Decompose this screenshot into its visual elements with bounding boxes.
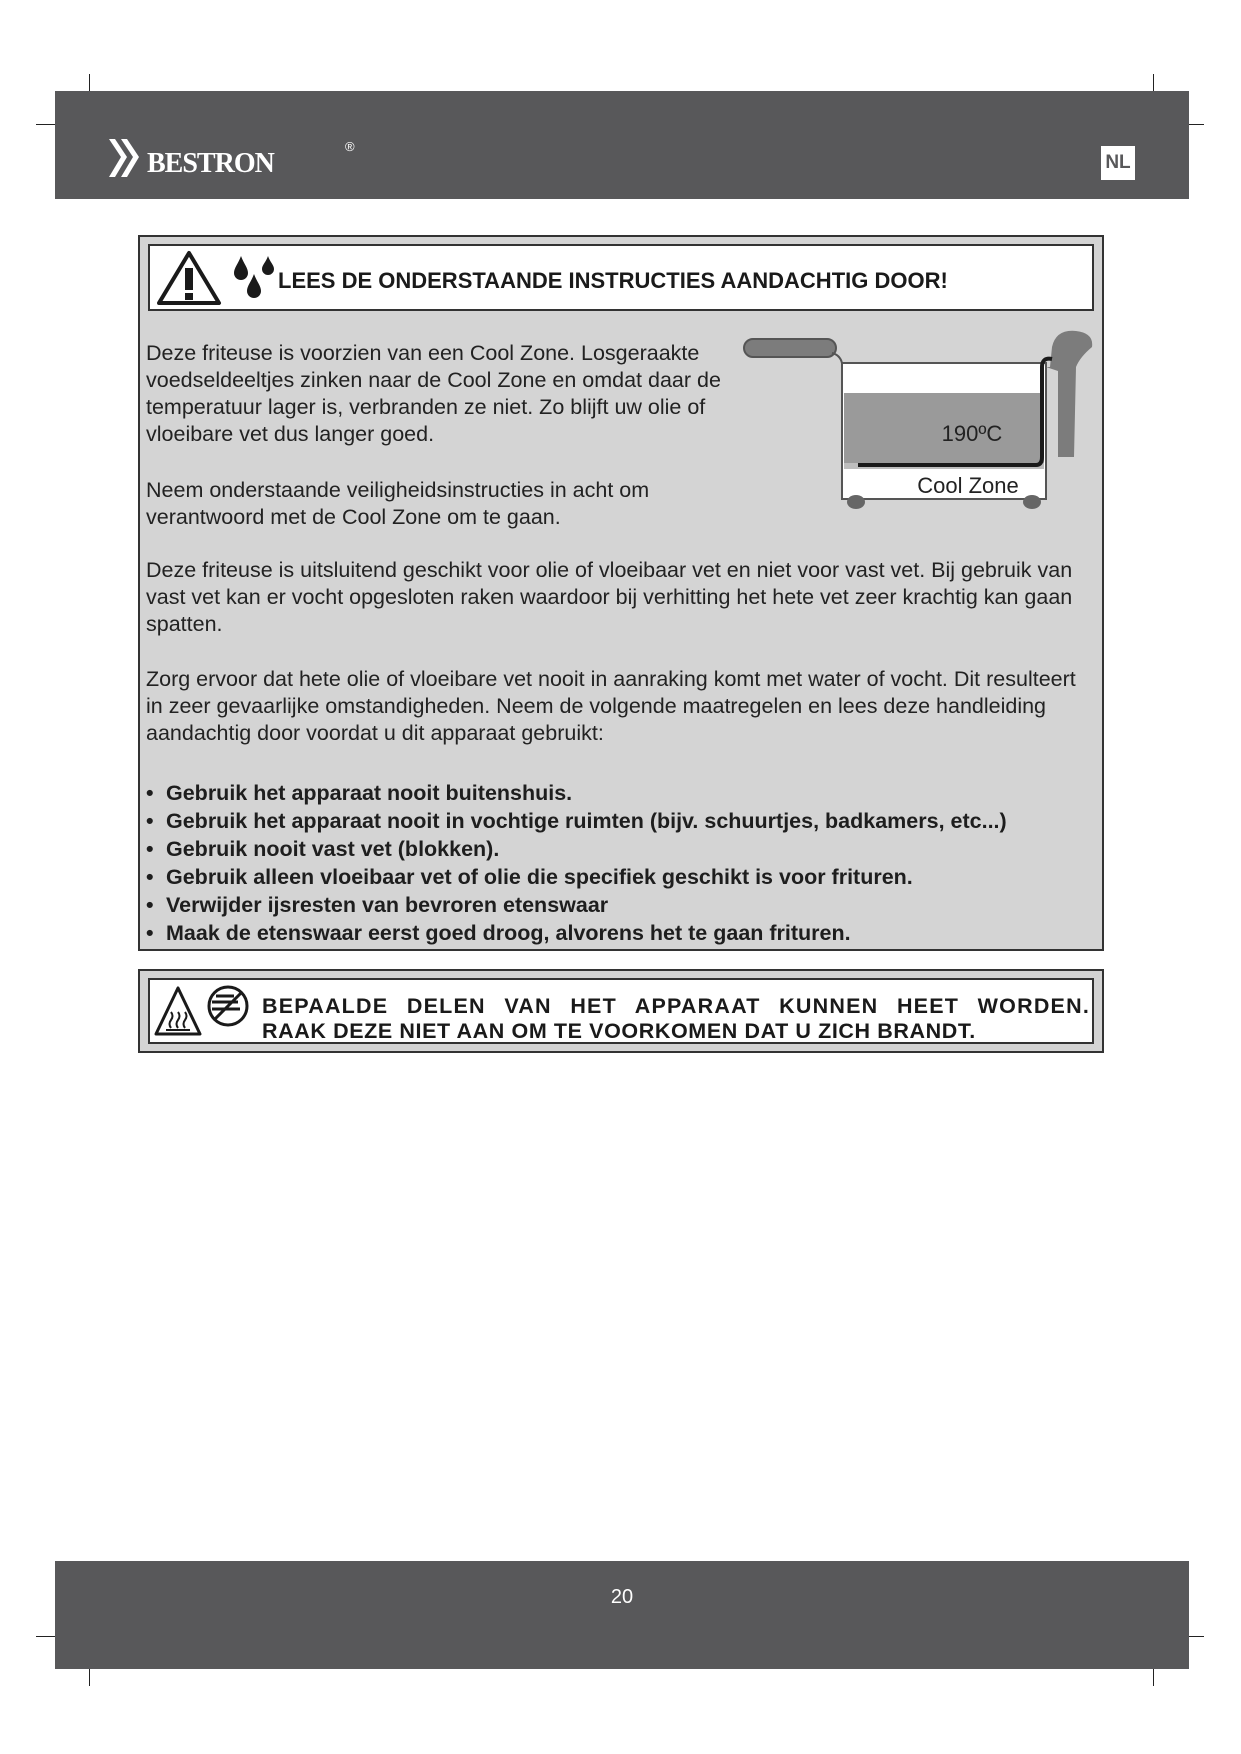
hot-surface-warning-inner: [148, 978, 1094, 1044]
hot-warning-line-2: RAAK DEZE NIET AAN OM TE VOORKOMEN DAT U ZICH BRANDT.: [262, 1019, 976, 1043]
liquid-fat-paragraph: Deze friteuse is uitsluitend geschikt voor olie of vloeibaar vet en niet voor vast vet. Bij gebruik van vast vet kan er vocht opgesloten raken waardoor bij verhitting het hete vet zeer krachtig kan gaan spatten.: [146, 558, 1073, 636]
chevron-logo-icon: [107, 137, 145, 179]
hot-surface-icon: [154, 982, 254, 1040]
list-item: • Maak de etenswaar eerst goed droog, alvorens het te gaan frituren.: [146, 919, 1086, 947]
header-bar: [55, 91, 1189, 199]
hot-surface-warning: [138, 969, 1104, 1053]
water-warning-paragraph: Zorg ervoor dat hete olie of vloeibare vet nooit in aanraking komt met water of vocht. Dit resulteert in zeer gevaarlijke omstandigheden. Neem de volgende maatregelen en lees deze handleiding aandachtig door voordat u dit apparaat gebruikt:: [146, 667, 1076, 745]
safety-bullet-list: [146, 779, 1086, 947]
list-item: • Gebruik het apparaat nooit in vochtige ruimten (bijv. schuurtjes, badkamers, etc...): [146, 807, 1086, 835]
safety-paragraph: Neem onderstaande veiligheidsinstructies in acht om verantwoord met de Cool Zone om te gaan.: [146, 478, 650, 529]
cool-zone-notice: [138, 235, 1104, 951]
list-item: • Gebruik nooit vast vet (blokken).: [146, 835, 1086, 863]
hot-warning-line-1: BEPAALDE DELEN VAN HET APPARAAT KUNNEN HEET WORDEN.: [262, 994, 1090, 1018]
list-item: • Verwijder ijsresten van bevroren etenswaar: [146, 891, 1086, 919]
cool-zone-label: Cool Zone: [917, 473, 1019, 498]
hot-surface-text: [262, 994, 1090, 1044]
list-item: • Gebruik alleen vloeibaar vet of olie die specifiek geschikt is voor frituren.: [146, 863, 1086, 891]
language-badge: NL: [1101, 146, 1135, 180]
footer-bar: [55, 1561, 1189, 1669]
notice-header: [148, 244, 1094, 311]
list-item: • Gebruik het apparaat nooit buitenshuis.: [146, 779, 1086, 807]
registered-mark: ®: [345, 139, 355, 154]
notice-title: LEES DE ONDERSTAANDE INSTRUCTIES AANDACHTIG DOOR!: [278, 268, 948, 293]
cool-zone-paragraph: Deze friteuse is voorzien van een Cool Zone. Losgeraakte voedseldeeltjes zinken naar de Cool Zone en omdat daar de temperatuur lager is, verbranden ze niet. Zo blijft uw olie of vloeibare vet dus langer goed.: [146, 341, 721, 446]
page-number: 20: [610, 1586, 634, 1608]
warning-triangle-icon: [156, 250, 222, 306]
liquid-drops-icon: [232, 254, 276, 300]
brand-name: bestron: [147, 136, 274, 181]
fryer-temperature-label: 190ºC: [941, 421, 1003, 446]
